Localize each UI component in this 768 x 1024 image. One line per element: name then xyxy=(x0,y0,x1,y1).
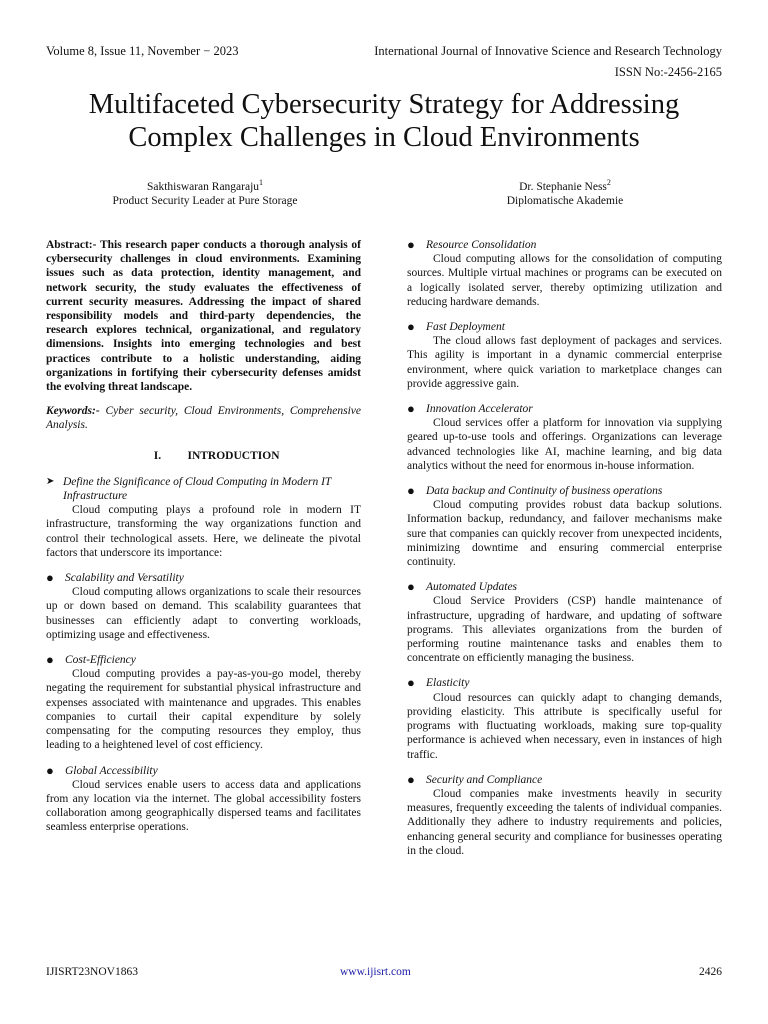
bullet-icon: ● xyxy=(407,675,415,691)
list-item-title: Security and Compliance xyxy=(426,773,543,786)
list-item-title: Cost-Efficiency xyxy=(65,654,136,667)
keywords xyxy=(46,404,361,432)
title-line-1: Multifaceted Cybersecurity Strategy for Addressing xyxy=(88,89,680,120)
paper-title xyxy=(30,88,738,154)
list-item-title: Data backup and Continuity of business operations xyxy=(426,485,663,498)
bullet-icon: ● xyxy=(407,237,415,252)
author-1-name: Sakthiswaran Rangaraju xyxy=(146,181,260,193)
subsection-heading xyxy=(46,475,361,503)
section-number: I. xyxy=(153,449,162,462)
author-1-affiliation: Product Security Leader at Pure Storage xyxy=(112,195,298,207)
bullet-icon: ● xyxy=(407,319,415,335)
author-1 xyxy=(40,180,370,208)
footer-website-link[interactable]: www.ijisrt.com xyxy=(340,966,411,978)
subsection-intro: Cloud computing plays a profound role in modern IT infrastructure, transforming the way organizations function and control their technological assets. Here, we delineate the pivotal factors that underscore its importance: xyxy=(46,504,361,559)
author-2-name: Dr. Stephanie Ness xyxy=(519,181,607,193)
arrow-bullet-icon: ➤ xyxy=(46,475,55,487)
bullet-icon: ● xyxy=(407,401,415,417)
bullet-icon: ● xyxy=(407,579,415,595)
journal-volume: Volume 8, Issue 11, November − 2023 xyxy=(46,44,239,58)
author-2-sup: 2 xyxy=(606,178,611,188)
list-item-title: Global Accessibility xyxy=(65,764,158,777)
author-2 xyxy=(400,180,730,208)
journal-issn: ISSN No:-2456-2165 xyxy=(614,65,722,79)
list-item xyxy=(407,580,722,594)
list-item-text: Cloud Service Providers (CSP) handle maintenance of infrastructure, upgrading of hardware, and updating of software programs. This alleviates organizations from the burden of performing routine maintenance tasks and enables them to concentrate on efficiently managing the business. xyxy=(407,595,722,665)
section-title: INTRODUCTION xyxy=(187,449,280,462)
left-column xyxy=(46,238,361,835)
bullet-icon: ● xyxy=(407,771,415,787)
list-item-text: Cloud services enable users to access data and applications from any location via the internet. The global accessibility fosters collaboration among geographically dispersed teams and facilitates seamless enterprise operations. xyxy=(46,778,361,834)
keywords-label: Keywords:- xyxy=(46,405,100,418)
list-item-text: The cloud allows fast deployment of packages and services. This agility is important in a dynamic commercial enterprise environment, where quick variation to marketplace changes can provide aggressive gain. xyxy=(407,335,722,390)
bullet-icon: ● xyxy=(46,762,54,778)
list-item xyxy=(407,676,722,690)
list-item-text: Cloud companies make investments heavily in security measures, frequently exceeding the talents of individual companies. Additionally they adhere to industry requirements and policies, enhancing general security and compliance for businesses operating in the cloud. xyxy=(407,787,722,857)
list-item-text: Cloud computing allows for the consolidation of computing sources. Multiple virtual machines or programs can be executed on a logically isolated server, thereby optimizing utilization and reducing hardware demands. xyxy=(407,253,722,308)
list-item xyxy=(407,320,722,334)
subsection-title: Define the Significance of Cloud Computing in Modern IT Infrastructure xyxy=(63,475,332,503)
list-item-text: Cloud services offer a platform for innovation via supplying geared up-to-use tools and offerings. Organizations can leverage advanced technologies like AI, machine learning, and big data analytics without the need for enormous in-house information. xyxy=(407,417,722,472)
list-item xyxy=(407,238,722,252)
bullet-icon: ● xyxy=(407,483,415,499)
list-item-title: Fast Deployment xyxy=(426,321,505,334)
list-item xyxy=(407,402,722,416)
list-item-text: Cloud computing provides a pay-as-you-go model, thereby negating the requirement for substantial physical infrastructure and expenses associated with maintenance and upgrades. This enables companies to curtail their capital expenditure by solely compensating for the computing resources they employ, thus leading to a heightened level of cost efficiency. xyxy=(46,668,361,752)
list-item xyxy=(46,571,361,585)
list-item-text: Cloud computing allows organizations to scale their resources up or down based on demand. This scalability guarantees that businesses can efficiently adapt to converting workloads, optimizing usage and effectiveness. xyxy=(46,586,361,641)
footer-page-number: 2426 xyxy=(699,966,722,978)
bullet-icon: ● xyxy=(46,570,54,586)
bullet-icon: ● xyxy=(46,652,54,668)
list-item-title: Scalability and Versatility xyxy=(65,572,184,585)
list-item-title: Innovation Accelerator xyxy=(426,403,533,416)
title-line-2: Complex Challenges in Cloud Environments xyxy=(128,122,640,153)
author-2-affiliation: Diplomatische Akademie xyxy=(506,195,624,207)
list-item xyxy=(407,484,722,498)
list-item xyxy=(46,764,361,778)
list-item-title: Automated Updates xyxy=(426,581,518,594)
list-item xyxy=(46,653,361,667)
keywords-text: Cyber security, Cloud Environments, Comprehensive Analysis. xyxy=(46,405,361,432)
abstract: Abstract:- This research paper conducts a thorough analysis of cybersecurity challenges in cloud environments. Examining issues such as data protection, identity management, and network security, the study evaluates the effectiveness of current security measures. Addressing the impact of shared responsibility models and third-party dependencies, the research explores technical, organizational, and regulatory dimensions. Insights into emerging technologies and best practices contribute to a holistic understanding, aiding organizations in fortifying their cybersecurity defenses amidst the evolving threat landscape. xyxy=(46,239,361,394)
list-item xyxy=(407,773,722,787)
list-item-title: Resource Consolidation xyxy=(426,239,537,251)
list-item-title: Elasticity xyxy=(426,677,470,690)
section-heading xyxy=(46,449,361,463)
author-1-sup: 1 xyxy=(259,178,264,188)
right-column xyxy=(407,238,722,858)
footer-paper-id: IJISRT23NOV1863 xyxy=(46,966,138,978)
journal-name: International Journal of Innovative Science and Research Technology xyxy=(374,44,722,58)
list-item-text: Cloud computing provides robust data backup solutions. Information backup, redundancy, and failover mechanisms make sure that companies can quickly recover from unexpected incidents, minimizing downtime and ensuring commercial enterprise continuity. xyxy=(407,499,722,569)
list-item-text: Cloud resources can quickly adapt to changing demands, providing elasticity. This attribute is specifically useful for programs with fluctuating workloads, making sure top-quality performance is achieved when necessary, even in instances of high traffic. xyxy=(407,691,722,761)
